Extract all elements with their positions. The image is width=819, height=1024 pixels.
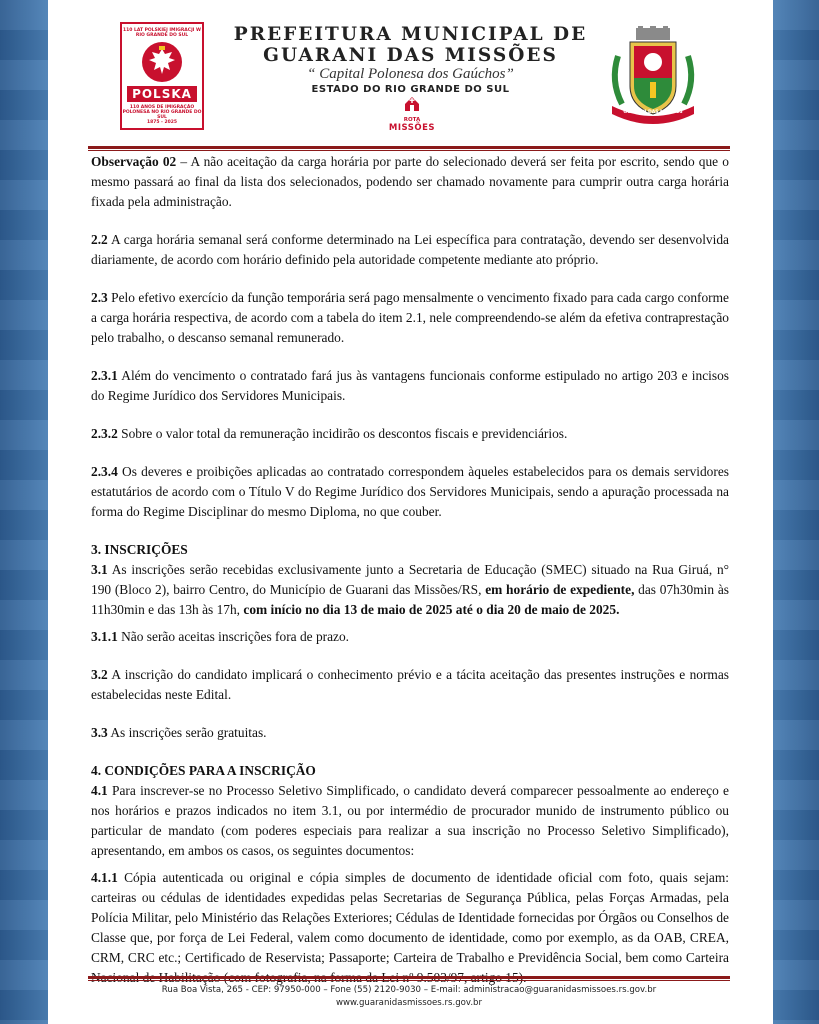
item-number: 2.2 xyxy=(91,232,108,247)
rota-missoes-logo xyxy=(382,96,442,132)
footer-website: www.guaranidasmissoes.rs.gov.br xyxy=(335,998,483,1008)
letterhead xyxy=(48,0,773,146)
header-rule xyxy=(88,146,730,149)
crest-ribbon-text: GUARANI DAS MISSÕES xyxy=(623,110,683,115)
seal-years: 1875 - 2025 xyxy=(146,119,178,125)
item-text: A carga horária semanal será conforme determinado na Lei específica para contratação, devendo ser desenvolvida diariamente, de acordo com horário definido pela autoridade competente mediante ato próprio. xyxy=(91,232,729,267)
municipality-title xyxy=(228,24,593,95)
item-text: As inscrições serão gratuitas. xyxy=(107,725,267,740)
section-heading-3: 3. INSCRIÇÕES xyxy=(91,542,188,557)
header-rule-thin xyxy=(88,150,730,151)
item-number: 2.3.4 xyxy=(91,464,118,479)
paragraph-4-1-1 xyxy=(91,868,729,988)
paragraph-2-3-1 xyxy=(91,366,729,406)
item-number: 2.3 xyxy=(91,290,108,305)
item-number: 4.1 xyxy=(91,783,108,798)
item-number: 3.1 xyxy=(91,562,108,577)
item-text: A inscrição do candidato implicará o conhecimento prévio e a tácita aceitação das presentes instruções e normas estabelecidas neste Edital. xyxy=(91,667,729,702)
item-text: Os deveres e proibições aplicadas ao contratado correspondem àqueles estabelecidos para os demais servidores estatutários de acordo com o Título V do Regime Jurídico dos Servidores Municipais, sendo a apuração processada na forma do Regime Disciplinar do mesmo Diploma, no que couber. xyxy=(91,464,729,519)
paragraph-4-1 xyxy=(91,781,729,861)
item-number: 4.1.1 xyxy=(91,870,118,885)
paragraph-3-2 xyxy=(91,665,729,705)
item-text: Sobre o valor total da remuneração incidirão os descontos fiscais e previdenciários. xyxy=(117,426,568,441)
paragraph-2-3-2 xyxy=(91,424,729,444)
seal-badge: POLSKA xyxy=(127,86,197,102)
state-name: ESTADO DO RIO GRANDE DO SUL xyxy=(311,84,510,95)
polska-seal xyxy=(120,22,204,130)
item-text: Cópia autenticada ou original e cópia simples de documento de identidade oficial com foto, quais sejam: carteiras ou cédulas de identidades expedidas pelas Secretarias de Segurança Pública, pelas Forças Armadas, pela Polícia Militar, pelo Ministério das Relações Exteriores; Cédulas de Identidade fornecidas por Órgãos ou Conselhos de Classe que, por força de Lei Federal, valem como documento de identidade, como por exemplo, as da OAB, CREA, CRM, CRC etc.; Certificado de Reservista; Passaporte; Carteira de Trabalho e Previdência Social, bem como Carteira xyxy=(91,870,729,965)
title-line-2: GUARANI DAS MISSÕES xyxy=(263,45,558,66)
section-heading-4: 4. CONDIÇÕES PARA A INSCRIÇÃO xyxy=(91,763,316,778)
rota-label: ROTA xyxy=(403,117,421,123)
item-text: Não serão aceitas inscrições fora de prazo. xyxy=(117,629,350,644)
item-text: Além do vencimento o contratado fará jus às vantagens funcionais conforme estipulado no artigo 203 e incisos do Regime Jurídico dos Servidores Municipais. xyxy=(91,368,729,403)
white-eagle-icon xyxy=(141,41,183,83)
item-number: 3.1.1 xyxy=(91,629,118,644)
item-text: das 07h30min às 11h30min e das 13h às 17h, xyxy=(91,582,729,617)
item-text: Para inscrever-se no Processo Seletivo Simplificado, o candidato deverá comparecer pessoalmente ao endereço e nos horários e prazos indicados no item 3.1, ou por intermédio de procurador munido de instrumento público ou particular de mandato (com poderes especiais para realizar a sua inscrição no Processo Seletivo Simplificado), apresentando, em ambos os casos, os seguintes documentos: xyxy=(91,783,729,858)
rota-missoes-icon xyxy=(401,96,423,112)
footer-rule xyxy=(88,976,730,979)
item-bold-text: com início no dia 13 de maio de 2025 até o dia 20 de maio de 2025. xyxy=(243,602,620,617)
paragraph-2-2 xyxy=(91,230,729,270)
paragraph-2-3-4 xyxy=(91,462,729,522)
obs02-label: Observação 02 xyxy=(91,154,177,169)
item-text: Pelo efetivo exercício da função temporária será pago mensalmente o vencimento fixado para cada cargo conforme a carga horária respectiva, de acordo com a tabela do item 2.1, nele compreendendo-se além da efetiva contraprestação pelo trabalho, o descanso semanal remunerado. xyxy=(91,290,729,345)
paragraph-obs02 xyxy=(91,152,729,212)
document-body xyxy=(91,152,729,988)
item-number: 3.3 xyxy=(91,725,108,740)
item-number: 2.3.2 xyxy=(91,426,118,441)
item-number: 2.3.1 xyxy=(91,368,118,383)
item-text: As inscrições serão recebidas exclusivamente junto a Secretaria de Educação (SMEC) situado na Rua Giruá, n° 190 (Bloco 2), bairro Centro, do Município de Guarani das Missões/RS, xyxy=(91,562,729,597)
background-left-panel xyxy=(0,0,48,1024)
rota-name: MISSÕES xyxy=(388,123,436,133)
title-line-1: PREFEITURA MUNICIPAL DE xyxy=(233,24,588,45)
paragraph-3-3 xyxy=(91,723,729,743)
seal-bottom-text: 110 ANOS DE IMIGRAÇÃO POLONESA NO RIO GRANDE DO SUL xyxy=(122,104,202,120)
item-number: 3.2 xyxy=(91,667,108,682)
obs02-text: – A não aceitação da carga horária por parte do selecionado deverá ser feita por escrito, sendo que o mesmo passará ao final da lista dos selecionados, podendo ser chamado novamente para cumprir outra carga horária fixada pela administração. xyxy=(91,154,729,209)
footer-contact-line: Rua Boa Vista, 265 - CEP: 97950-000 – Fone (55) 2120-9030 – E-mail: administracao@guaranidasmissoes.rs.gov.br xyxy=(161,985,657,995)
seal-top-text: 110 LAT POLSKIEJ IMIGRACJI W RIO GRANDE DO SUL xyxy=(123,27,201,38)
item-bold-text: em horário de expediente, xyxy=(485,582,635,597)
letterhead-footer xyxy=(88,984,730,1010)
paragraph-2-3 xyxy=(91,288,729,348)
document-page xyxy=(48,0,773,1024)
tagline: “ Capital Polonesa dos Gaúchos” xyxy=(307,66,514,82)
paragraph-3-1-1 xyxy=(91,627,729,647)
municipal-coat-of-arms xyxy=(604,26,702,130)
paragraph-3-1 xyxy=(91,560,729,620)
footer-rule-thin xyxy=(88,980,730,981)
background-right-panel xyxy=(771,0,819,1024)
